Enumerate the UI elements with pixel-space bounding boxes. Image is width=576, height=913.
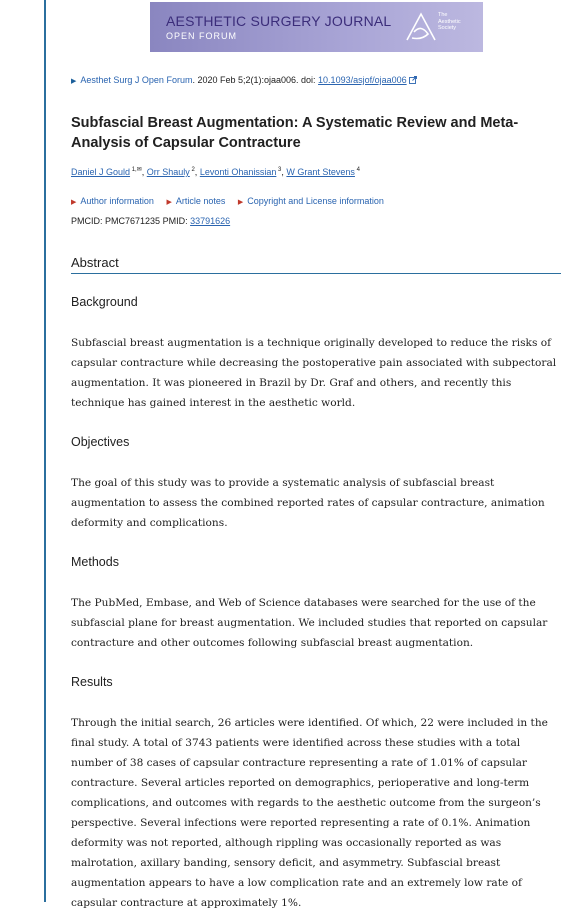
pmid-label: PMID:	[162, 216, 191, 226]
triangle-right-icon: ▶	[71, 78, 77, 85]
article-title: Subfascial Breast Augmentation: A Systematic Review and Meta-Analysis of Capsular Contracture	[71, 115, 519, 151]
copyright-toggle[interactable]: ▶ Copyright and License information	[237, 196, 384, 206]
citation-journal-link[interactable]: Aesthet Surg J Open Forum	[80, 75, 193, 85]
abstract-heading: Abstract	[71, 255, 119, 270]
article-ids	[71, 216, 230, 226]
author-affiliation: 1,✉	[131, 167, 142, 173]
section-heading-methods: Methods	[71, 555, 119, 569]
section-text-methods: The PubMed, Embase, and Web of Science databases were searched for the use of the subfascial plane for breast augmentation. We included studies that reported on capsular contracture and other outcomes following subfascial breast augmentation.	[71, 597, 548, 649]
journal-title: AESTHETIC SURGERY JOURNAL	[166, 13, 392, 29]
author-affiliation: 4	[356, 167, 360, 173]
author-affiliation: 2	[191, 167, 195, 173]
section-text-results: Through the initial search, 26 articles were identified. Of which, 22 were included in the final study. A total of 3743 patients were identified across these studies with a total number of 38 cases of capsular contracture representing a rate of 1.01% of capsular contracture. Several articles reported on demographics, perioperative and long-term complications, and outcomes with regards to the aesthetic outcome from the surgeon’s perspective. Several infections were reported representing a rate of 0.1%. Animation deformity was not reported, although rippling was occasionally reported as was malrotation, axillary banding, sensory deficit, and asymmetry. Subfascial breast augmentation appears to have a low complication rate and an extremely low rate of capsular contracture at approximately 1%.	[71, 717, 548, 909]
triangle-right-icon: ▶	[166, 199, 172, 206]
author-information-toggle[interactable]: ▶ Author information	[71, 196, 154, 206]
section-text-background: Subfascial breast augmentation is a technique originally developed to reduce the risks of capsular contracture while decreasing the postoperative pain associated with subpectoral augmentation. It was pioneered in Brazil by Dr. Graf and others, and recently this technique has gained interest in the aesthetic world.	[71, 337, 557, 409]
society-name: The Aesthetic Society	[438, 12, 461, 31]
pmcid: PMCID: PMC7671235	[71, 216, 161, 226]
society-logo-icon	[404, 10, 438, 44]
citation-details: . 2020 Feb 5;2(1):ojaa006. doi:	[192, 75, 319, 85]
article-notes-toggle[interactable]: ▶ Article notes	[166, 196, 226, 206]
pmid-link[interactable]: 33791626	[190, 216, 231, 226]
author-link[interactable]: Daniel J Gould	[71, 167, 131, 177]
author-link[interactable]: Levonti Ohanissian	[199, 167, 277, 177]
section-heading-background: Background	[71, 295, 138, 309]
left-accent-bar	[44, 0, 46, 902]
author-affiliation: 3	[278, 167, 282, 173]
external-link-icon[interactable]	[409, 76, 417, 84]
author-link[interactable]: Orr Shauly	[146, 167, 190, 177]
triangle-right-icon: ▶	[237, 199, 244, 206]
article-meta-links	[71, 196, 394, 206]
section-heading-results: Results	[71, 675, 113, 689]
citation-line	[71, 75, 417, 85]
author-link[interactable]: W Grant Stevens	[286, 167, 355, 177]
journal-banner[interactable]	[150, 2, 483, 52]
triangle-right-icon: ▶	[71, 199, 77, 206]
abstract-divider	[71, 273, 561, 274]
section-heading-objectives: Objectives	[71, 435, 130, 449]
journal-subtitle: OPEN FORUM	[166, 31, 238, 41]
author-list: Daniel J Gould $^{1,✉}$, Orr Shauly $^2$, Levonti Ohanissian $^3$, W Grant Stevens $^4$	[71, 167, 360, 177]
doi-link[interactable]: 10.1093/asjof/ojaa006	[318, 75, 407, 85]
section-text-objectives: The goal of this study was to provide a systematic analysis of subfascial breast augmentation to assess the combined reported rates of capsular contracture, animation deformity and complications.	[71, 477, 545, 529]
